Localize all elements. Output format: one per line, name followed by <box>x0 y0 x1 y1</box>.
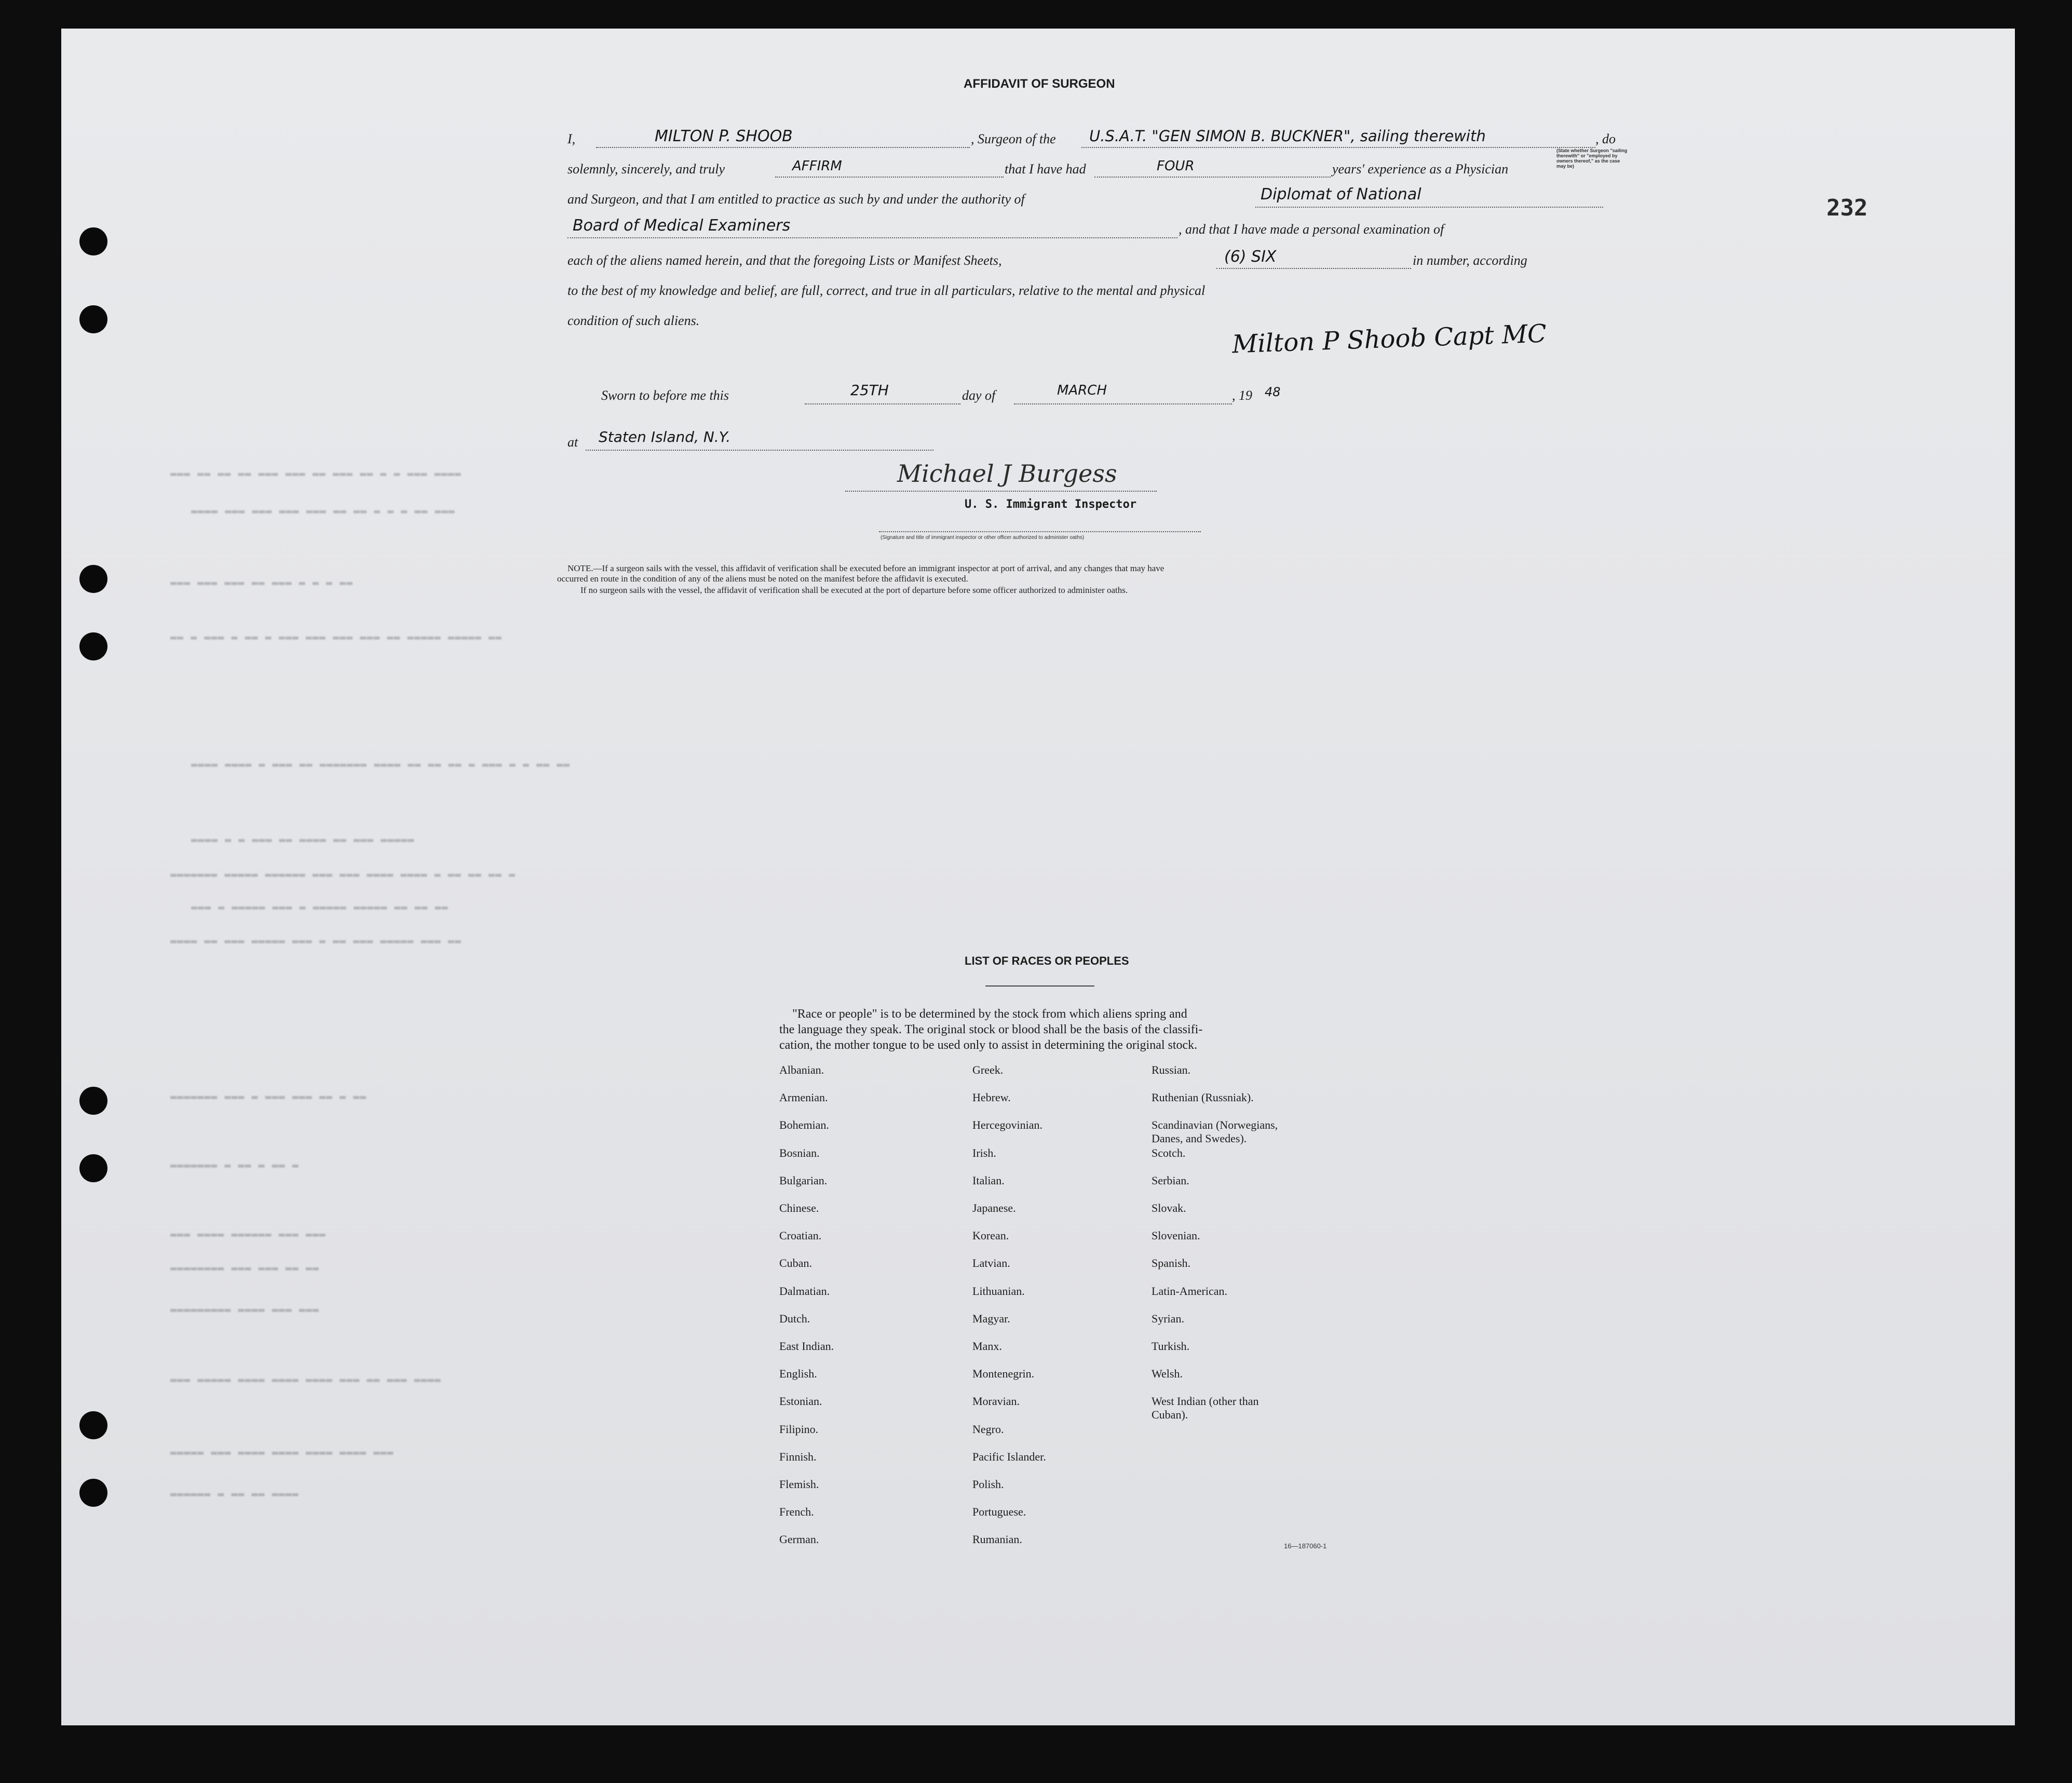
affidavit-line-2-mid: that I have had <box>1005 161 1086 177</box>
affidavit-line-1-end: , do <box>1595 131 1616 146</box>
blank-line <box>775 177 1004 178</box>
race-entry: Polish. <box>972 1478 1004 1491</box>
sworn-month: MARCH <box>1057 383 1107 398</box>
manifest-sheet-count: (6) SIX <box>1224 248 1277 266</box>
affidavit-line-7: condition of such aliens. <box>567 313 700 328</box>
sworn-day: 25TH <box>850 382 889 399</box>
blank-line <box>1081 147 1595 148</box>
race-entry: Slovenian. <box>1152 1229 1200 1242</box>
race-entry: English. <box>779 1367 817 1381</box>
surgeon-status-note: (State whether Surgeon "sailing therewith" or "employed by owners thereof," as the case may be) <box>1556 148 1628 169</box>
form-number: 16—187060-1 <box>1284 1542 1327 1550</box>
races-intro-2: the language they speak. The original stock or blood shall be the basis of the classifi- <box>779 1023 1203 1036</box>
race-entry: Portuguese. <box>972 1505 1026 1519</box>
binder-hole <box>79 1087 107 1115</box>
blank-line <box>879 531 1201 532</box>
race-entry: Bohemian. <box>779 1118 829 1132</box>
race-entry: Cuban. <box>779 1257 812 1270</box>
vessel-name: U.S.A.T. "GEN SIMON B. BUCKNER", sailing therewith <box>1089 127 1486 145</box>
race-entry: Korean. <box>972 1229 1009 1242</box>
license-authority-1: Diplomat of National <box>1261 185 1421 204</box>
binder-hole <box>79 632 107 660</box>
affidavit-line-6: to the best of my knowledge and belief, are full, correct, and true in all particulars, relative to the mental and physical <box>567 283 1206 298</box>
race-entry: Turkish. <box>1152 1340 1190 1353</box>
affirm-word: AFFIRM <box>792 158 842 174</box>
race-entry: Flemish. <box>779 1478 819 1491</box>
race-entry: Hebrew. <box>972 1091 1011 1104</box>
sworn-year: 48 <box>1265 385 1281 399</box>
sworn-day-of: day of <box>962 388 996 403</box>
race-entry: Armenian. <box>779 1091 828 1104</box>
race-entry: Scandinavian (Norwegians, <box>1152 1118 1278 1132</box>
race-entry: Albanian. <box>779 1063 824 1076</box>
race-entry: Spanish. <box>1152 1257 1191 1270</box>
sworn-label: Sworn to before me this <box>601 388 729 403</box>
race-entry: Montenegrin. <box>972 1367 1035 1381</box>
race-entry: Italian. <box>972 1173 1005 1187</box>
blank-line <box>1094 177 1331 178</box>
manifest-sheet: ▬▬▬ ▬▬ ▬▬ ▬▬ ▬▬▬ ▬▬▬ ▬▬ ▬▬▬ ▬▬ ▬ ▬ ▬▬▬ ▬▬▬▬ ▬▬▬▬ ▬▬▬ ▬▬▬ ▬▬▬ ▬▬▬ ▬▬ ▬▬ ▬ ▬ ▬ ▬▬ ▬▬▬ ▬▬▬ ▬▬▬ ▬▬▬ ▬▬ ▬▬▬ ▬ ▬ ▬ ▬▬ ▬▬ ▬ ▬▬▬ ▬ ▬▬ ▬ ▬▬▬ ▬▬▬ ▬▬▬ ▬▬▬ ▬▬ ▬▬▬▬▬ ▬▬▬▬▬ ▬▬ ▬▬▬▬ ▬▬▬▬ ▬ ▬▬▬ ▬▬ ▬▬▬▬▬▬▬ ▬▬▬▬ ▬▬ ▬▬ ▬▬ ▬ ▬▬▬ ▬ ▬ ▬▬ ▬▬ ▬▬▬▬ ▬ ▬ ▬▬▬ ▬▬ ▬▬▬▬ ▬▬ ▬▬▬ ▬▬▬▬▬ ▬▬▬▬▬▬▬ ▬▬▬▬▬ ▬▬▬▬▬▬ ▬▬▬ ▬▬▬ ▬▬▬▬ ▬▬▬▬ ▬ ▬▬ ▬▬ ▬▬ ▬ ▬▬▬ ▬ ▬▬▬▬▬ ▬▬▬ ▬ ▬▬▬▬▬ ▬▬▬▬▬ ▬▬ ▬▬ ▬▬ ▬▬▬▬ ▬▬ ▬▬▬ ▬▬▬▬▬ ▬▬▬ ▬ ▬▬ ▬▬▬ ▬▬▬▬▬ ▬▬▬ ▬▬ ▬▬▬▬▬▬▬ ▬▬▬ ▬ ▬▬▬ ▬▬▬ ▬▬ ▬ ▬▬ ▬▬▬▬▬▬▬ ▬ ▬▬ ▬ ▬▬ ▬ ▬▬▬ ▬▬▬▬ ▬▬▬▬▬▬ ▬▬▬ ▬▬▬ ▬▬▬▬▬▬▬▬ ▬▬▬ ▬▬▬ ▬▬ ▬▬ ▬▬▬▬▬▬▬▬▬ ▬▬▬▬ ▬▬▬ ▬▬▬ ▬▬▬ ▬▬▬▬▬ ▬▬▬▬ ▬▬▬▬ ▬▬▬▬ ▬▬▬ ▬▬ ▬▬▬ ▬▬▬▬ ▬▬▬▬▬ ▬▬▬ ▬▬▬▬ ▬▬▬▬ ▬▬▬▬ ▬▬▬▬ ▬▬▬ ▬▬▬▬▬▬ ▬ ▬▬ ▬▬ ▬▬▬▬ 232 AFFIDAVIT OF SURGEON I, MILTON P. SHOOB , Surgeon of the U.S.A.T. "GEN SIMON B. BUCKNER", sailing therewith , do (State whether Surgeon "sailing therewith" or "employed by owners thereof," as the case may be) solemnly, sincerely, and truly AFFIRM that I have had FOUR years' experience as a Physician and Surgeon, and that I am entitled to practice as such by and under the authority of Diplomat of National Board of Medical Examiners , and that I have made a personal examination of each of the aliens named herein, and that the foregoing Lists or Manifest Sheets, (6) SIX in number, according to the best of my knowledge and belief, are full, correct, and true in all particulars, relative to the mental and physical condition of such aliens. Milton P Shoob Capt MC Sworn to before me this 25TH day of MARCH , 19 48 at Staten Island, N.Y. Michael J Burgess U. S. Immigrant Inspector (Signature and title of immigrant inspector or other officer authorized to administer oaths) NOTE.—If a surgeon sails with the vessel, this affidavit of verification shall be executed before an immigrant inspector at port of arrival, and any changes that may have occurred en route in the condition of any of the aliens must be noted on the manifest before the affidavit is executed. If no surgeon sails with the vessel, the affidavit of verification shall be executed at the port of departure before some officer authorized to administer oaths. LIST OF RACES OR PEOPLES "Race or people" is to be determined by the stock from which aliens spring and the language they speak. The original stock or blood shall be the basis of the classifi- cation, the mother tongue to be used only to assist in determining the original stock. Albanian. Armenian. Bohemian. Bosnian. Bulgarian. Chinese. Croatian. Cuban. Dalmatian. Dutch. East Indian. English. Estonian. Filipino. Finnish. Flemish. French. German. Greek. Hebrew. Hercegovinian. Irish. Italian. Japanese. Korean. Latvian. Lithuanian. Magyar. Manx. Montenegrin. Moravian. Negro. Pacific Islander. Polish. Portuguese. Rumanian. Russian. Ruthenian (Russniak). Scandinavian (Norwegians, Danes, and Swedes). Scotch. Serbian. Slovak. Slovenian. Spanish. Latin-American. Syrian. Turkish. Welsh. West Indian (other than Cuban). 16—187060-1 <box>61 29 2015 1725</box>
race-entry: Scotch. <box>1152 1146 1186 1159</box>
affidavit-line-5-start: each of the aliens named herein, and that the foregoing Lists or Manifest Sheets, <box>567 253 1002 268</box>
surgeon-signature: Milton P Shoob Capt MC <box>1231 319 1547 359</box>
race-entry: Latin-American. <box>1152 1284 1227 1298</box>
inspector-signature-note: (Signature and title of immigrant inspector or other officer authorized to administer oaths) <box>881 535 1085 541</box>
race-entry: Syrian. <box>1152 1312 1184 1325</box>
binder-hole <box>79 565 107 593</box>
binder-hole <box>79 1479 107 1507</box>
race-entry: Dutch. <box>779 1312 810 1325</box>
binder-hole <box>79 227 107 255</box>
affidavit-line-2-start: solemnly, sincerely, and truly <box>567 161 725 177</box>
race-entry: Latvian. <box>972 1257 1010 1270</box>
affidavit-line-1-start: I, <box>567 131 576 146</box>
races-intro-3: cation, the mother tongue to be used only to assist in determining the original stock. <box>779 1038 1198 1052</box>
affidavit-note-3: If no surgeon sails with the vessel, the affidavit of verification shall be executed at the port of departure before some officer authorized to administer oaths. <box>580 585 1128 595</box>
affidavit-line-1-mid: , Surgeon of the <box>971 131 1056 146</box>
race-entry: Estonian. <box>779 1395 822 1408</box>
race-entry: Ruthenian (Russniak). <box>1152 1091 1254 1104</box>
page-number: 232 <box>1826 195 1868 221</box>
race-entry: Croatian. <box>779 1229 822 1242</box>
blank-line <box>1014 403 1232 404</box>
race-entry: Cuban). <box>1152 1408 1188 1421</box>
inspector-signature: Michael J Burgess <box>897 460 1117 488</box>
affidavit-title: AFFIDAVIT OF SURGEON <box>964 77 1115 91</box>
race-entry: French. <box>779 1505 814 1519</box>
license-authority-2: Board of Medical Examiners <box>573 217 791 235</box>
race-entry: Pacific Islander. <box>972 1450 1046 1463</box>
race-entry: Moravian. <box>972 1395 1020 1408</box>
race-entry: Hercegovinian. <box>972 1118 1042 1132</box>
races-title-rule <box>985 985 1094 987</box>
at-label: at <box>567 435 578 450</box>
affidavit-line-4-end: , and that I have made a personal examination of <box>1179 222 1444 237</box>
inspector-title: U. S. Immigrant Inspector <box>965 498 1137 511</box>
blank-line <box>596 147 970 148</box>
race-entry: Slovak. <box>1152 1201 1186 1214</box>
blank-line <box>586 450 933 451</box>
race-entry: Serbian. <box>1152 1173 1189 1187</box>
race-entry: Irish. <box>972 1146 996 1159</box>
blank-line <box>805 403 960 404</box>
affidavit-line-5-end: in number, according <box>1413 253 1527 268</box>
race-entry: Manx. <box>972 1340 1002 1353</box>
race-entry: Dalmatian. <box>779 1284 830 1298</box>
blank-line <box>1255 207 1603 208</box>
binder-hole <box>79 1411 107 1439</box>
surgeon-name: MILTON P. SHOOB <box>655 127 793 145</box>
sworn-location: Staten Island, N.Y. <box>599 428 731 445</box>
affidavit-note-1: NOTE.—If a surgeon sails with the vessel, this affidavit of verification shall be executed before an immigrant inspector at port of arrival, and any changes that may have <box>567 563 1164 573</box>
race-entry: Danes, and Swedes). <box>1152 1131 1247 1145</box>
binder-hole <box>79 1154 107 1182</box>
race-entry: Filipino. <box>779 1422 819 1436</box>
race-entry: East Indian. <box>779 1340 834 1353</box>
race-entry: Finnish. <box>779 1450 817 1463</box>
race-entry: Negro. <box>972 1422 1004 1436</box>
race-entry: Greek. <box>972 1063 1004 1076</box>
race-entry: Lithuanian. <box>972 1284 1025 1298</box>
race-entry: Welsh. <box>1152 1367 1183 1381</box>
race-entry: Bulgarian. <box>779 1173 828 1187</box>
race-entry: Magyar. <box>972 1312 1010 1325</box>
race-entry: Russian. <box>1152 1063 1191 1076</box>
affidavit-line-2-end: years' experience as a Physician <box>1332 161 1509 177</box>
race-entry: West Indian (other than <box>1152 1395 1259 1408</box>
binder-hole <box>79 305 107 333</box>
race-entry: Bosnian. <box>779 1146 820 1159</box>
race-entry: Chinese. <box>779 1201 819 1214</box>
race-entry: Japanese. <box>972 1201 1016 1214</box>
race-entry: Rumanian. <box>972 1533 1022 1546</box>
years-experience: FOUR <box>1157 158 1195 174</box>
blank-line <box>1216 268 1411 269</box>
blank-line <box>567 237 1177 238</box>
blank-line <box>845 491 1157 492</box>
race-entry: German. <box>779 1533 819 1546</box>
races-title: LIST OF RACES OR PEOPLES <box>965 954 1129 967</box>
affidavit-note-2: occurred en route in the condition of any of the aliens must be noted on the manifest before the affidavit is executed. <box>557 574 968 584</box>
affidavit-line-3: and Surgeon, and that I am entitled to practice as such by and under the authority of <box>567 192 1025 207</box>
sworn-year-prefix: , 19 <box>1232 388 1252 403</box>
races-intro-1: "Race or people" is to be determined by the stock from which aliens spring and <box>792 1007 1187 1021</box>
